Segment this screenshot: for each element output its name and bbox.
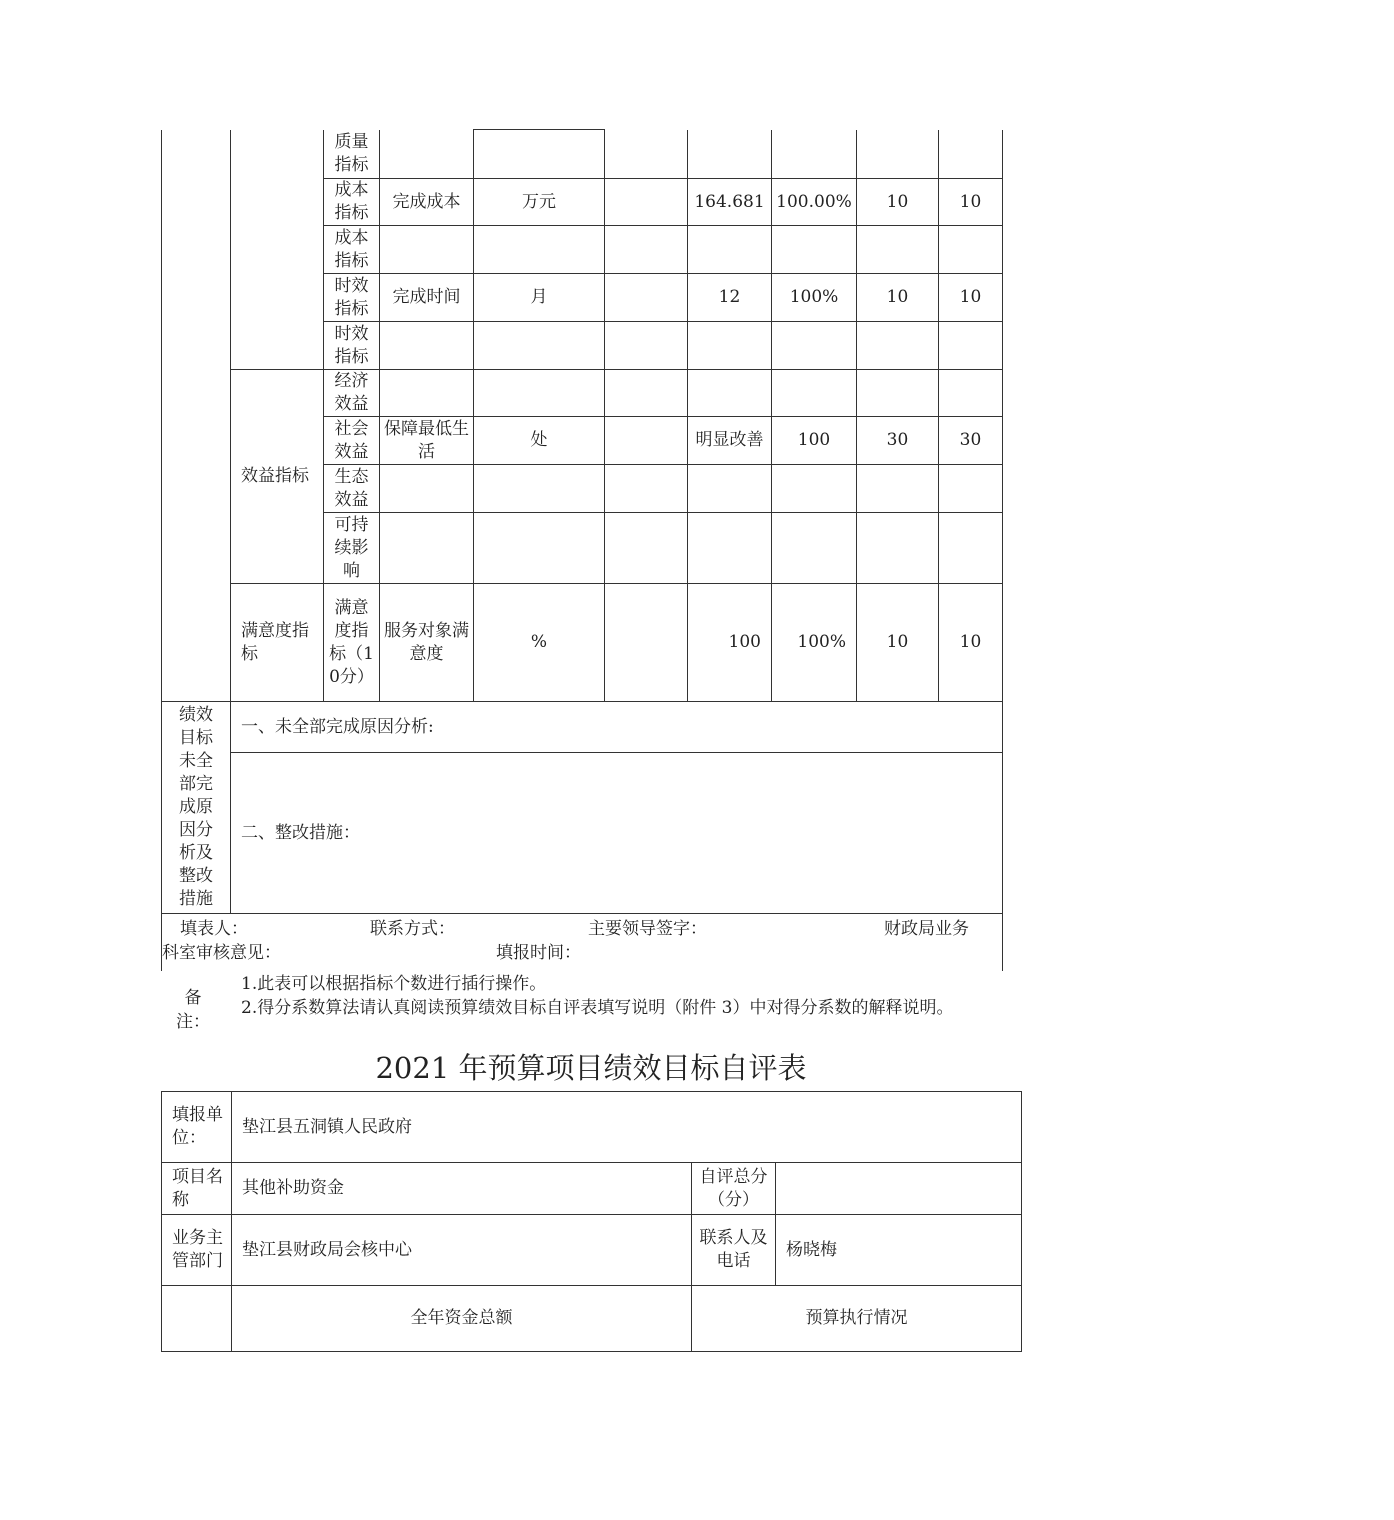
indicator-actual [688, 226, 772, 274]
indicator-actual [688, 513, 772, 584]
indicator-target [605, 417, 688, 465]
indicator-target [605, 226, 688, 274]
indicator-name [380, 370, 474, 417]
indicator-rate [772, 465, 857, 513]
indicator-target [605, 130, 688, 179]
sub-indicator: 成本指标 [324, 179, 380, 226]
indicator-unit: 月 [474, 274, 605, 322]
indicator-rate: 100% [772, 274, 857, 322]
indicator-weight [857, 370, 939, 417]
project-name-label: 项目名称 [162, 1163, 232, 1215]
output-level2-cell [231, 130, 324, 370]
indicator-score [939, 513, 1003, 584]
note-item: 2.得分系数算法请认真阅读预算绩效目标自评表填写说明（附件 3）中对得分系数的解释说明。 [241, 998, 954, 1018]
level1-cell [162, 130, 231, 702]
analysis-reason: 一、未全部完成原因分析: [231, 702, 1003, 753]
indicator-rate: 100.00% [772, 179, 857, 226]
indicator-weight [857, 322, 939, 370]
indicator-actual: 164.681 [688, 179, 772, 226]
indicator-rate [772, 226, 857, 274]
indicator-unit [474, 130, 605, 179]
page-title: 2021 年预算项目绩效目标自评表 [375, 1051, 807, 1085]
indicator-score: 10 [939, 179, 1003, 226]
indicator-score [939, 226, 1003, 274]
indicator-score [939, 370, 1003, 417]
project-name-value: 其他补助资金 [232, 1163, 692, 1215]
sub-indicator: 成本指标 [324, 226, 380, 274]
indicator-target [605, 465, 688, 513]
indicator-weight [857, 226, 939, 274]
indicator-rate [772, 370, 857, 417]
sub-indicator: 时效指标 [324, 322, 380, 370]
project-info-table [161, 1091, 1022, 1352]
indicator-score: 10 [939, 274, 1003, 322]
indicator-target [605, 584, 688, 702]
budget-execution-header: 预算执行情况 [692, 1286, 1022, 1352]
review-opinion-label: 科室审核意见： [162, 943, 281, 964]
indicator-name: 服务对象满意度 [380, 584, 474, 702]
indicator-actual [688, 130, 772, 179]
sub-indicator: 社会效益 [324, 417, 380, 465]
indicator-rate [772, 513, 857, 584]
indicator-name: 完成时间 [380, 274, 474, 322]
department-value: 垫江县财政局会核中心 [232, 1215, 692, 1286]
self-score-value [776, 1163, 1022, 1215]
indicator-weight: 10 [857, 179, 939, 226]
indicator-unit [474, 465, 605, 513]
leader-signature-label: 主要领导签字： [588, 919, 707, 940]
indicator-name: 保障最低生活 [380, 417, 474, 465]
indicator-weight [857, 130, 939, 179]
indicator-weight [857, 465, 939, 513]
filler-label: 填表人： [180, 919, 248, 940]
indicator-score [939, 130, 1003, 179]
satisfaction-indicator-label: 满意度指标 [231, 584, 324, 702]
indicator-unit [474, 322, 605, 370]
indicator-name [380, 465, 474, 513]
indicator-score [939, 322, 1003, 370]
indicator-target [605, 513, 688, 584]
note-item: 1.此表可以根据指标个数进行插行操作。 [241, 974, 547, 994]
sub-indicator: 生态效益 [324, 465, 380, 513]
sub-indicator: 质量指标 [324, 130, 380, 179]
indicator-rate [772, 322, 857, 370]
indicator-actual: 12 [688, 274, 772, 322]
finance-bureau-label: 财政局业务 [884, 919, 969, 940]
indicator-unit [474, 226, 605, 274]
empty-cell [162, 1286, 232, 1352]
reporting-unit-label: 填报单位： [162, 1092, 232, 1163]
sub-indicator: 时效指标 [324, 274, 380, 322]
performance-indicator-table [161, 129, 1003, 702]
department-label: 业务主管部门 [162, 1215, 232, 1286]
indicator-unit: 万元 [474, 179, 605, 226]
fill-date-label: 填报时间： [496, 943, 581, 964]
indicator-weight: 10 [857, 274, 939, 322]
self-score-label: 自评总分（分） [692, 1163, 776, 1215]
indicator-target [605, 274, 688, 322]
indicator-unit: 处 [474, 417, 605, 465]
indicator-score: 30 [939, 417, 1003, 465]
indicator-score: 10 [939, 584, 1003, 702]
fill-info [162, 914, 1003, 971]
indicator-name [380, 322, 474, 370]
indicator-rate: 100 [772, 417, 857, 465]
indicator-name [380, 130, 474, 179]
contact-method-label: 联系方式： [370, 919, 455, 940]
indicator-weight [857, 513, 939, 584]
analysis-measures: 二、整改措施： [231, 753, 1003, 914]
analysis-table [161, 701, 1003, 971]
sub-indicator: 满意度指标（10分） [324, 584, 380, 702]
contact-person-label: 联系人及电话 [692, 1215, 776, 1286]
indicator-actual: 明显改善 [688, 417, 772, 465]
analysis-label: 绩效目标未全部完成原因分析及整改措施 [162, 702, 231, 914]
reporting-unit-value: 垫江县五洞镇人民政府 [232, 1092, 1022, 1163]
total-funds-header: 全年资金总额 [232, 1286, 692, 1352]
indicator-actual [688, 370, 772, 417]
indicator-actual [688, 322, 772, 370]
indicator-unit [474, 513, 605, 584]
benefit-indicator-label: 效益指标 [231, 370, 324, 584]
indicator-name [380, 513, 474, 584]
indicator-name [380, 226, 474, 274]
indicator-target [605, 370, 688, 417]
sub-indicator: 经济效益 [324, 370, 380, 417]
notes-label: 备注： [176, 988, 210, 1032]
sub-indicator: 可持续影响 [324, 513, 380, 584]
indicator-actual [688, 465, 772, 513]
contact-person-value: 杨晓梅 [776, 1215, 1022, 1286]
indicator-rate [772, 130, 857, 179]
indicator-score [939, 465, 1003, 513]
indicator-unit [474, 370, 605, 417]
indicator-target [605, 322, 688, 370]
indicator-target [605, 179, 688, 226]
indicator-rate: 100% [772, 584, 857, 702]
indicator-weight: 10 [857, 584, 939, 702]
indicator-unit: % [474, 584, 605, 702]
indicator-name: 完成成本 [380, 179, 474, 226]
indicator-weight: 30 [857, 417, 939, 465]
indicator-actual: 100 [688, 584, 772, 702]
